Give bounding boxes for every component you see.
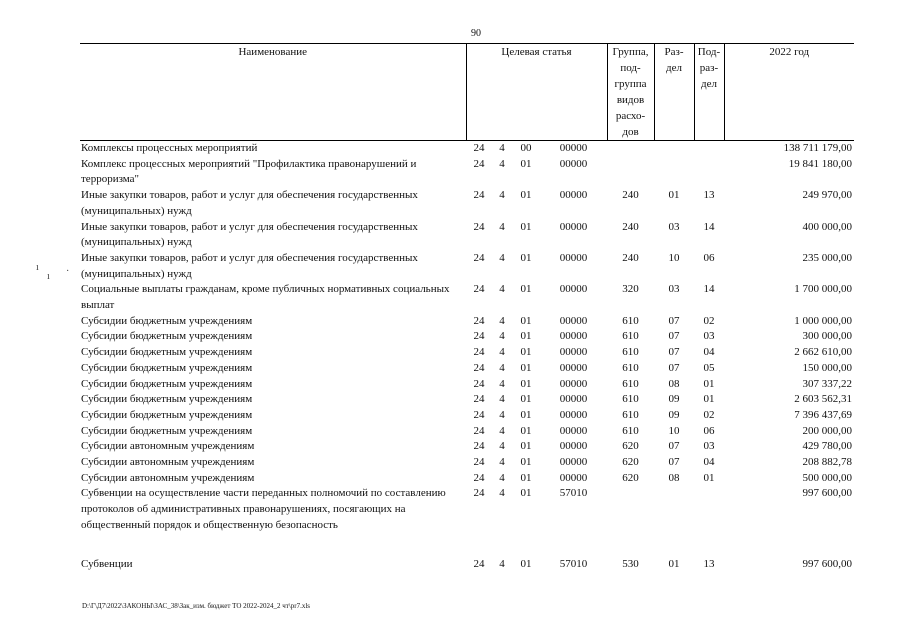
target-part-1: 24 — [473, 424, 485, 437]
target-part-1: 24 — [473, 157, 485, 170]
expense-group: 610 — [622, 330, 639, 343]
section-code — [654, 157, 694, 188]
target-part-3: 01 — [520, 456, 532, 469]
subsection-code — [694, 141, 724, 157]
expense-group: 610 — [622, 377, 639, 390]
target-part-4: 00000 — [559, 471, 588, 484]
target-part-4: 00000 — [559, 283, 588, 296]
page-number: 90 — [471, 28, 481, 39]
target-part-3: 01 — [520, 330, 532, 343]
scan-mark: · — [66, 266, 70, 277]
subsection-code — [694, 157, 724, 188]
target-part-1: 24 — [473, 314, 485, 327]
row-name: Субсидии бюджетным учреждениям — [81, 408, 253, 421]
section-code — [654, 141, 694, 157]
row-name: Субсидии бюджетным учреждениям — [81, 361, 253, 374]
section-code: 07 — [668, 440, 680, 453]
subsection-code — [694, 486, 724, 533]
row-name: Субсидии автономным учреждениям — [81, 456, 255, 469]
target-part-4: 00000 — [559, 377, 588, 390]
target-part-3: 01 — [520, 361, 532, 374]
expense-group: 610 — [622, 393, 639, 406]
target-part-4: 00000 — [559, 220, 588, 233]
row-name: Иные закупки товаров, работ и услуг для обеспечения государственных (муниципальных) нужд — [81, 220, 418, 249]
header-group — [607, 44, 654, 141]
header-group-line: группа — [614, 78, 647, 90]
expense-group: 610 — [622, 314, 639, 327]
target-part-1: 24 — [473, 220, 485, 233]
target-part-1: 24 — [473, 487, 485, 500]
amount-2022: 150 000,00 — [802, 361, 852, 374]
target-part-3: 01 — [520, 189, 532, 202]
target-part-3: 01 — [520, 283, 532, 296]
target-part-3: 01 — [520, 471, 532, 484]
scan-mark: ı — [36, 262, 39, 273]
target-part-2: 4 — [499, 377, 505, 390]
section-code: 07 — [668, 361, 680, 374]
amount-2022: 138 711 179,00 — [783, 142, 852, 154]
target-part-4: 57010 — [559, 557, 588, 570]
expense-group — [607, 157, 654, 188]
amount-2022: 7 396 437,69 — [794, 408, 852, 421]
subsection-code: 05 — [703, 361, 715, 374]
subsection-code: 14 — [703, 220, 715, 233]
target-part-2: 4 — [499, 157, 505, 170]
target-part-1: 24 — [473, 251, 485, 264]
table-row — [80, 345, 854, 361]
table-row — [80, 157, 854, 188]
file-path: D:\Г\Д7\2022\ЗАКОНЫ\ЗАС_38\Зак_изм. бюджет ТО 2022-2024_2 чт\pr7.xls — [82, 602, 311, 610]
row-name: Социальные выплаты гражданам, кроме публичных нормативных социальных выплат — [81, 283, 450, 312]
table-row — [80, 282, 854, 313]
row-name: Субсидии бюджетным учреждениям — [81, 377, 253, 390]
target-part-2: 4 — [499, 471, 505, 484]
target-part-3: 01 — [520, 408, 532, 421]
target-part-4: 00000 — [559, 456, 588, 469]
table-row — [80, 392, 854, 408]
header-section — [654, 44, 694, 141]
expense-group — [607, 486, 654, 533]
amount-2022: 208 882,78 — [802, 456, 852, 469]
target-part-2: 4 — [499, 408, 505, 421]
subsection-code: 06 — [703, 251, 715, 264]
subsection-code: 04 — [703, 346, 715, 359]
header-section-line: Раз- — [664, 46, 684, 58]
table-row — [80, 439, 854, 455]
subsection-code: 02 — [703, 314, 715, 327]
amount-2022: 997 600,00 — [802, 557, 852, 570]
header-group-line: дов — [622, 126, 639, 138]
row-name: Иные закупки товаров, работ и услуг для обеспечения государственных (муниципальных) нужд — [81, 251, 418, 280]
expense-group: 610 — [622, 424, 639, 437]
expense-group: 530 — [622, 557, 639, 570]
table-row — [80, 141, 854, 157]
section-code: 01 — [668, 189, 680, 202]
target-part-1: 24 — [473, 346, 485, 359]
header-subsection-line: дел — [701, 78, 717, 90]
row-name: Субсидии автономным учреждениям — [81, 471, 255, 484]
section-code: 09 — [668, 393, 680, 406]
row-spacer — [80, 534, 854, 557]
target-part-1: 24 — [473, 377, 485, 390]
expense-group: 610 — [622, 346, 639, 359]
header-group-line: Группа, — [612, 46, 649, 58]
target-part-1: 24 — [473, 440, 485, 453]
subsection-code: 13 — [703, 189, 715, 202]
subsection-code: 01 — [703, 377, 715, 390]
section-code: 03 — [668, 220, 680, 233]
subsection-code: 01 — [703, 471, 715, 484]
row-name: Субвенции на осуществление части переданных полномочий по составлению протоколов об административных правонарушениях, посягающих на общественный порядок и общественную безопасность — [81, 487, 446, 531]
target-part-3: 01 — [520, 557, 532, 570]
table-row — [80, 188, 854, 219]
table-row — [80, 314, 854, 330]
target-part-4: 00000 — [559, 424, 588, 437]
expense-group: 240 — [622, 189, 639, 202]
expense-group: 620 — [622, 456, 639, 469]
table-row — [80, 361, 854, 377]
target-part-2: 4 — [499, 456, 505, 469]
target-part-3: 01 — [520, 251, 532, 264]
section-code: 07 — [668, 330, 680, 343]
amount-2022: 1 700 000,00 — [794, 283, 852, 296]
expense-group: 620 — [622, 440, 639, 453]
section-code: 10 — [668, 251, 680, 264]
target-part-4: 00000 — [559, 440, 588, 453]
subsection-code: 03 — [703, 440, 715, 453]
amount-2022: 300 000,00 — [802, 330, 852, 343]
section-code: 03 — [668, 283, 680, 296]
amount-2022: 2 603 562,31 — [794, 393, 852, 406]
table-row — [80, 557, 854, 573]
target-part-3: 01 — [520, 377, 532, 390]
table-row — [80, 486, 854, 533]
target-part-3: 01 — [520, 487, 532, 500]
target-part-4: 00000 — [559, 251, 588, 264]
target-part-4: 00000 — [559, 361, 588, 374]
target-part-4: 00000 — [559, 393, 588, 406]
target-part-3: 01 — [520, 346, 532, 359]
subsection-code: 04 — [703, 456, 715, 469]
header-group-line: видов — [616, 94, 645, 106]
expense-group — [607, 141, 654, 157]
target-part-2: 4 — [499, 557, 505, 570]
target-part-1: 24 — [473, 361, 485, 374]
row-name: Субвенции — [81, 557, 133, 570]
table-row — [80, 471, 854, 487]
target-part-2: 4 — [499, 487, 505, 500]
header-target: Целевая статья — [466, 44, 607, 141]
target-part-3: 01 — [520, 393, 532, 406]
amount-2022: 2 662 610,00 — [794, 346, 852, 359]
amount-2022: 1 000 000,00 — [794, 314, 852, 327]
amount-2022: 249 970,00 — [802, 189, 852, 202]
expense-group: 610 — [622, 361, 639, 374]
table-row — [80, 329, 854, 345]
header-group-line: под- — [620, 62, 641, 74]
section-code: 08 — [668, 377, 680, 390]
section-code: 10 — [668, 424, 680, 437]
subsection-code: 01 — [703, 393, 715, 406]
header-group-line: расхо- — [615, 110, 646, 122]
amount-2022: 307 337,22 — [802, 377, 852, 390]
section-code: 07 — [668, 346, 680, 359]
scan-mark: ı — [47, 271, 50, 282]
table-row — [80, 251, 854, 282]
row-name: Иные закупки товаров, работ и услуг для обеспечения государственных (муниципальных) нужд — [81, 189, 418, 217]
header-subsection — [694, 44, 724, 141]
target-part-2: 4 — [499, 393, 505, 406]
budget-table — [80, 43, 854, 572]
target-part-1: 24 — [473, 456, 485, 469]
target-part-1: 24 — [473, 393, 485, 406]
target-part-2: 4 — [499, 251, 505, 264]
subsection-code: 13 — [703, 557, 715, 570]
amount-2022: 19 841 180,00 — [788, 157, 852, 170]
expense-group: 240 — [622, 251, 639, 264]
amount-2022: 500 000,00 — [802, 471, 852, 484]
amount-2022: 400 000,00 — [802, 220, 852, 233]
section-code: 01 — [668, 557, 680, 570]
row-name: Субсидии бюджетным учреждениям — [81, 330, 253, 343]
section-code: 08 — [668, 471, 680, 484]
header-section-line: дел — [666, 62, 682, 74]
target-part-4: 00000 — [559, 142, 588, 154]
subsection-code: 14 — [703, 283, 715, 296]
subsection-code: 03 — [703, 330, 715, 343]
amount-2022: 235 000,00 — [802, 251, 852, 264]
target-part-3: 01 — [520, 220, 532, 233]
target-part-3: 00 — [520, 142, 532, 154]
target-part-2: 4 — [499, 142, 505, 154]
amount-2022: 997 600,00 — [802, 487, 852, 500]
target-part-4: 00000 — [559, 189, 588, 202]
target-part-2: 4 — [499, 220, 505, 233]
target-part-4: 00000 — [559, 330, 588, 343]
section-code — [654, 486, 694, 533]
table-row — [80, 220, 854, 251]
target-part-4: 00000 — [559, 408, 588, 421]
target-part-2: 4 — [499, 314, 505, 327]
target-part-1: 24 — [473, 283, 485, 296]
table-row — [80, 455, 854, 471]
amount-2022: 200 000,00 — [802, 424, 852, 437]
target-part-3: 01 — [520, 314, 532, 327]
target-part-1: 24 — [473, 557, 485, 570]
amount-2022: 429 780,00 — [802, 440, 852, 453]
subsection-code: 02 — [703, 408, 715, 421]
target-part-4: 00000 — [559, 157, 588, 170]
target-part-4: 00000 — [559, 346, 588, 359]
target-part-2: 4 — [499, 283, 505, 296]
target-part-1: 24 — [473, 408, 485, 421]
target-part-2: 4 — [499, 361, 505, 374]
table-row — [80, 424, 854, 440]
header-year: 2022 год — [724, 44, 854, 141]
expense-group: 610 — [622, 408, 639, 421]
target-part-1: 24 — [473, 471, 485, 484]
target-part-2: 4 — [499, 440, 505, 453]
table-row — [80, 408, 854, 424]
target-part-4: 57010 — [559, 487, 588, 500]
section-code: 07 — [668, 314, 680, 327]
expense-group: 240 — [622, 220, 639, 233]
row-name: Субсидии автономным учреждениям — [81, 440, 255, 453]
row-name: Комплекс процессных мероприятий "Профилактика правонарушений и терроризма" — [81, 157, 417, 186]
target-part-3: 01 — [520, 424, 532, 437]
target-part-2: 4 — [499, 189, 505, 202]
target-part-3: 01 — [520, 440, 532, 453]
target-part-1: 24 — [473, 330, 485, 343]
subsection-code: 06 — [703, 424, 715, 437]
header-name: Наименование — [80, 44, 466, 141]
section-code: 07 — [668, 456, 680, 469]
row-name: Комплексы процессных мероприятий — [81, 142, 258, 154]
table-body — [80, 141, 854, 573]
target-part-2: 4 — [499, 424, 505, 437]
expense-group: 620 — [622, 471, 639, 484]
header-subsection-line: Под- — [697, 46, 721, 58]
header-subsection-line: раз- — [699, 62, 719, 74]
target-part-1: 24 — [473, 189, 485, 202]
table-row — [80, 377, 854, 393]
target-part-3: 01 — [520, 157, 532, 170]
row-name: Субсидии бюджетным учреждениям — [81, 314, 253, 327]
row-name: Субсидии бюджетным учреждениям — [81, 393, 253, 406]
target-part-4: 00000 — [559, 314, 588, 327]
expense-group: 320 — [622, 283, 639, 296]
target-part-2: 4 — [499, 330, 505, 343]
section-code: 09 — [668, 408, 680, 421]
row-name: Субсидии бюджетным учреждениям — [81, 346, 253, 359]
target-part-2: 4 — [499, 346, 505, 359]
row-name: Субсидии бюджетным учреждениям — [81, 424, 253, 437]
header-row — [80, 44, 854, 141]
target-part-1: 24 — [473, 142, 485, 154]
